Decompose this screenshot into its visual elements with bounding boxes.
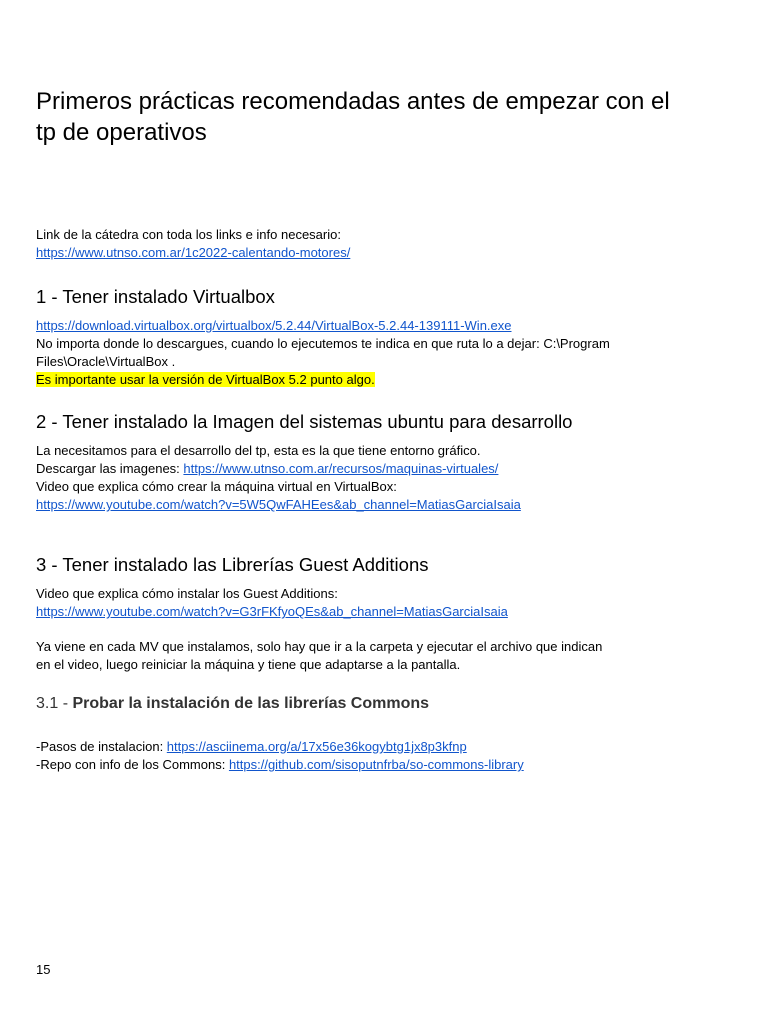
section2-heading: 2 - Tener instalado la Imagen del sistemas ubuntu para desarrollo — [36, 411, 573, 432]
pasos-label: -Pasos de instalacion: — [36, 739, 167, 754]
page-title: Primeros prácticas recomendadas antes de empezar con el tp de operativos — [36, 88, 670, 146]
section2-video-link[interactable]: https://www.youtube.com/watch?v=5W5QwFAHEes&ab_channel=MatiasGarciaIsaia — [36, 497, 521, 512]
section3-para-line2: en el video, luego reiniciar la máquina y tiene que adaptarse a la pantalla. — [36, 657, 461, 672]
repo-label: -Repo con info de los Commons: — [36, 757, 229, 772]
section2-text-line1: La necesitamos para el desarrollo del tp, esta es la que tiene entorno gráfico. — [36, 443, 481, 458]
section3-heading: 3 - Tener instalado las Librerías Guest Additions — [36, 554, 429, 575]
intro-text: Link de la cátedra con toda los links e info necesario: — [36, 227, 341, 242]
section31-title: Probar la instalación de las librerías Commons — [72, 695, 430, 712]
section3-body — [36, 585, 736, 621]
catedra-link[interactable]: https://www.utnso.com.ar/1c2022-calentando-motores/ — [36, 245, 351, 260]
section1-text-line2: Files\Oracle\VirtualBox . — [36, 354, 176, 369]
section1-body — [36, 317, 736, 389]
commons-repo-link[interactable]: https://github.com/sisoputnfrba/so-commons-library — [228, 757, 524, 772]
section3-paragraph — [36, 638, 736, 674]
section31-body — [36, 738, 736, 774]
section2-body — [36, 442, 736, 514]
section3-video-link[interactable]: https://www.youtube.com/watch?v=G3rFKfyoQEs&ab_channel=MatiasGarciaIsaia — [36, 604, 508, 619]
section1-heading: 1 - Tener instalado Virtualbox — [36, 286, 275, 307]
page-number: 15 — [36, 962, 51, 977]
section2-video-text: Video que explica cómo crear la máquina virtual en VirtualBox: — [36, 479, 397, 494]
download-images-link[interactable]: https://www.utnso.com.ar/recursos/maquinas-virtuales/ — [183, 461, 499, 476]
section3-video-text: Video que explica cómo instalar los Guest Additions: — [36, 586, 338, 601]
section3-para-line1: Ya viene en cada MV que instalamos, solo hay que ir a la carpeta y ejecutar el archivo que indican — [36, 639, 603, 654]
section31-heading — [36, 693, 429, 715]
section1-text-line1: No importa donde lo descargues, cuando lo ejecutemos te indica en que ruta lo a dejar: C:\Program — [36, 336, 610, 351]
download-images-label: Descargar las imagenes: — [36, 461, 184, 476]
virtualbox-version-note: Es importante usar la versión de VirtualBox 5.2 punto algo. — [36, 372, 375, 387]
virtualbox-download-link[interactable]: https://download.virtualbox.org/virtualbox/5.2.44/VirtualBox-5.2.44-139111-Win.exe — [36, 318, 512, 333]
asciinema-link[interactable]: https://asciinema.org/a/17x56e36kogybtg1jx8p3kfnp — [166, 739, 467, 754]
intro-block — [36, 226, 736, 262]
section31-number: 3.1 - — [36, 695, 73, 712]
